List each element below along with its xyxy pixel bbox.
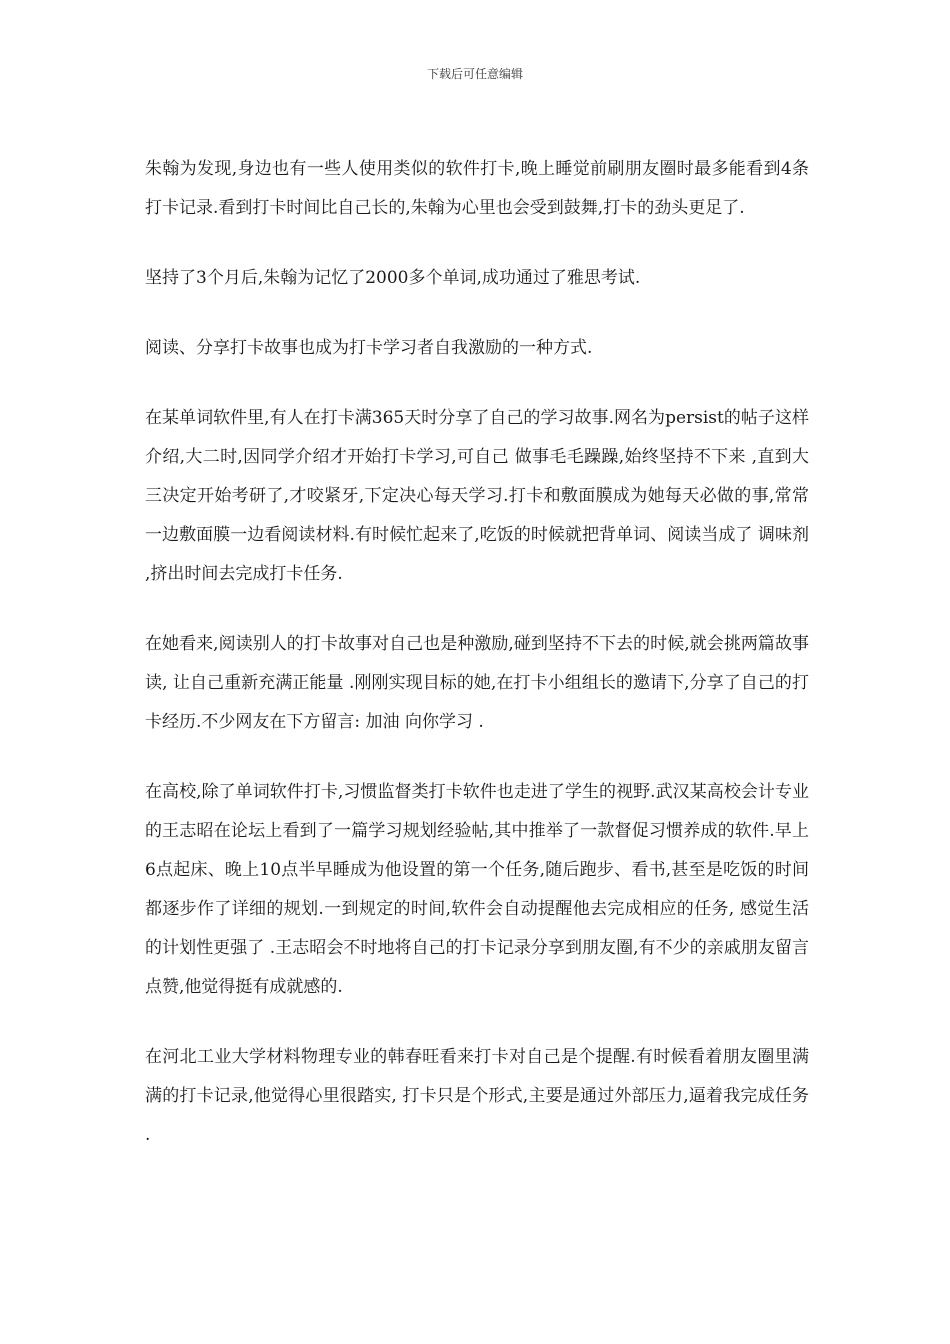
paragraph: 在高校,除了单词软件打卡,习惯监督类打卡软件也走进了学生的视野.武汉某高校会计专业的王志昭在论坛上看到了一篇学习规划经验帖,其中推举了一款督促习惯养成的软件.早上6点起床、晚上10点半早睡成为他设置的第一个任务,随后跑步、看书,甚至是吃饭的时间都逐步作了详细的规划.一到规定的时间,软件会自动提醒他去完成相应的任务, 感觉生活的计划性更强了 .王志昭会不时地将自己的打卡记录分享到朋友圈,有不少的亲戚朋友留言点赞,他觉得挺有成就感的. (145, 782, 809, 997)
document-body (145, 150, 809, 1186)
paragraph: 朱翰为发现,身边也有一些人使用类似的软件打卡,晚上睡觉前刷朋友圈时最多能看到4条打卡记录.看到打卡时间比自己长的,朱翰为心里也会受到鼓舞,打卡的劲头更足了. (145, 159, 809, 218)
paragraph: 在某单词软件里,有人在打卡满365天时分享了自己的学习故事.网名为persist的帖子这样介绍,大二时,因同学介绍才开始打卡学习,可自己 做事毛毛躁躁,始终坚持不下来 ,直到大三决定开始考研了,才咬紧牙,下定决心每天学习.打卡和敷面膜成为她每天必做的事,常常一边敷面膜一边看阅读材料.有时候忙起来了,吃饭的时候就把背单词、阅读当成了 调味剂 ,挤出时间去完成打卡任务. (145, 408, 809, 584)
paragraph: 阅读、分享打卡故事也成为打卡学习者自我激励的一种方式. (145, 338, 593, 358)
paragraph: 坚持了3个月后,朱翰为记忆了2000多个单词,成功通过了雅思考试. (145, 268, 641, 288)
paragraph: 在河北工业大学材料物理专业的韩春旺看来打卡对自己是个提醒.有时候看着朋友圈里满满的打卡记录,他觉得心里很踏实, 打卡只是个形式,主要是通过外部压力,逼着我完成任务 . (145, 1047, 809, 1145)
paragraph: 在她看来,阅读别人的打卡故事对自己也是种激励,碰到坚持不下去的时候,就会挑两篇故事读, 让自己重新充满正能量 .刚刚实现目标的她,在打卡小组组长的邀请下,分享了自己的打卡经历.不少网友在下方留言: 加油 向你学习 . (145, 634, 809, 732)
page-header: 下载后可任意编辑 (426, 67, 523, 81)
